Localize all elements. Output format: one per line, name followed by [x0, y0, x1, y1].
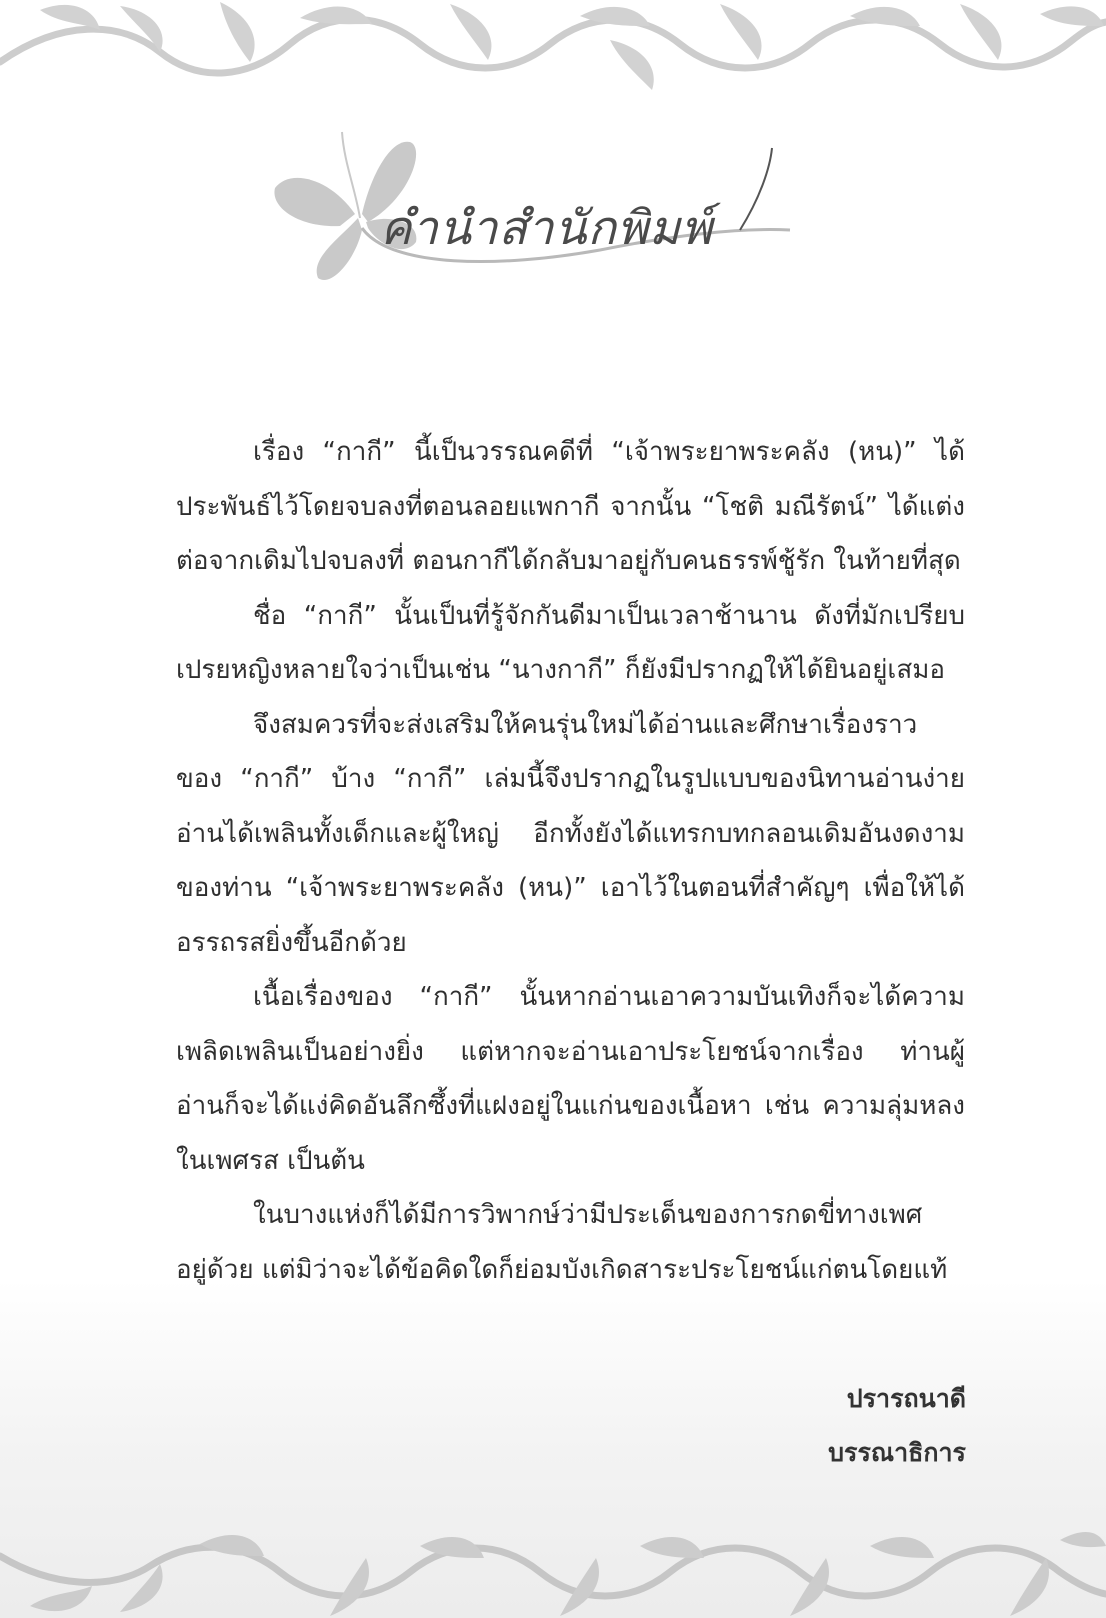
text-line: ของท่าน “เจ้าพระยาพระคลัง (หน)” เอาไว้ในตอนที่สำคัญๆ เพื่อให้ได้: [176, 873, 965, 903]
paragraph: [176, 698, 965, 971]
text-line: เรื่อง “กากี” นี้เป็นวรรณคดีที่ “เจ้าพระยาพระคลัง (หน)” ได้: [253, 437, 965, 467]
closing-signature: [828, 1372, 966, 1480]
paragraph: [176, 425, 965, 589]
text-line: เพลิดเพลินเป็นอย่างยิ่ง แต่หากจะอ่านเอาประโยชน์จากเรื่อง ท่านผู้: [176, 1036, 965, 1067]
paragraph: [176, 1188, 965, 1297]
title-block: [270, 118, 830, 298]
closing-greeting: ปรารถนาดี: [846, 1384, 966, 1413]
text-line: ประพันธ์ไว้โดยจบลงที่ตอนลอยแพกากี จากนั้น “โชติ มณีรัตน์” ได้แต่ง: [176, 491, 965, 522]
text-line: ต่อจากเดิมไปจบลงที่ ตอนกากีได้กลับมาอยู่กับคนธรรพ์ชู้รัก ในท้ายที่สุด: [176, 546, 961, 576]
text-line: ของ “กากี” บ้าง “กากี” เล่มนี้จึงปรากฏในรูปแบบของนิทานอ่านง่าย: [176, 764, 965, 794]
text-line: จึงสมควรที่จะส่งเสริมให้คนรุ่นใหม่ได้อ่านและศึกษาเรื่องราว: [253, 709, 918, 740]
page-title: คำนำสำนักพิมพ์: [380, 201, 713, 256]
text-line: อ่านก็จะได้แง่คิดอันลึกซึ้งที่แฝงอยู่ในแก่นของเนื้อหา เช่น ความลุ่มหลง: [176, 1091, 965, 1121]
preface-body: [176, 425, 965, 1297]
top-floral-ornament: [0, 0, 1106, 96]
text-line: ในบางแห่งก็ได้มีการวิพากษ์ว่ามีประเด็นของการกดขี่ทางเพศ: [253, 1200, 923, 1230]
text-line: เปรยหญิงหลายใจว่าเป็นเช่น “นางกากี” ก็ยังมีปรากฏให้ได้ยินอยู่เสมอ: [176, 655, 945, 685]
text-line: ชื่อ “กากี” นั้นเป็นที่รู้จักกันดีมาเป็นเวลาช้านาน ดังที่มักเปรียบ: [253, 600, 965, 631]
text-line: อ่านได้เพลินทั้งเด็กและผู้ใหญ่ อีกทั้งยังได้แทรกบทกลอนเดิมอันงดงาม: [176, 818, 965, 849]
text-line: อยู่ด้วย แต่มิว่าจะได้ข้อคิดใดก็ย่อมบังเกิดสาระประโยชน์แก่ตนโดยแท้: [176, 1254, 948, 1285]
text-line: ในเพศรส เป็นต้น: [176, 1145, 365, 1176]
text-line: เนื้อเรื่องของ “กากี” นั้นหากอ่านเอาความบันเทิงก็จะได้ความ: [253, 982, 965, 1012]
bottom-floral-ornament: [0, 1516, 1106, 1618]
closing-signature-name: บรรณาธิการ: [828, 1438, 966, 1467]
paragraph: [176, 970, 965, 1188]
paragraph: [176, 589, 965, 698]
text-line: อรรถรสยิ่งขึ้นอีกด้วย: [176, 927, 407, 958]
